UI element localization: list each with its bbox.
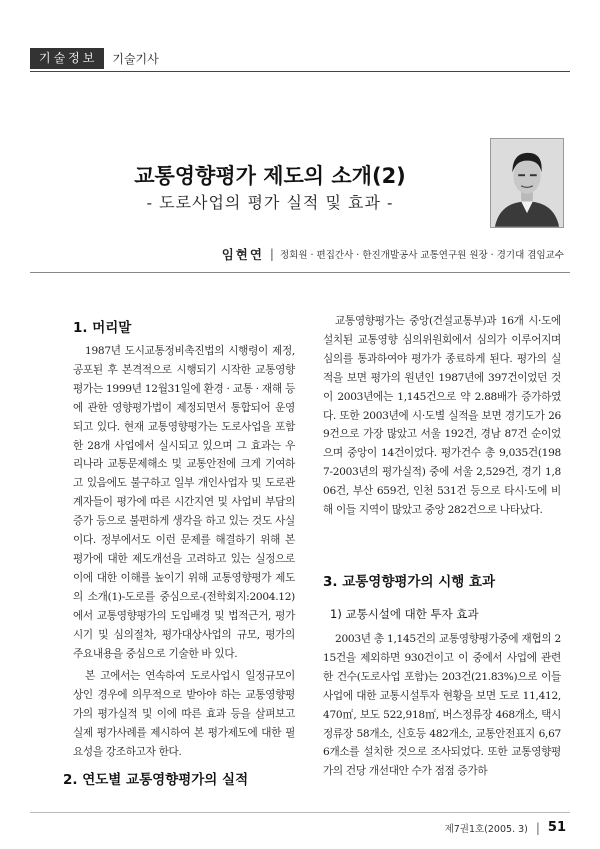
section-heading-3: 3. 교통영향평가의 시행 효과 [323,574,496,590]
top-divider [30,71,570,72]
right-column-top [323,312,561,524]
paragraph: 1987년 도시교통정비촉진법의 시행령이 제정, 공포된 후 본격적으로 시행되기 시작한 교통영향평가는 1999년 12월31일에 환경 · 교통 · 재해 등에 관한 영향평가법이 제정되면서 통합되어 운영되고 있다. 현재 교통영향평가는 도로사업을 포함한 28개 사업에서 실시되고 있으며 그 효과는 우리나라 교통문제해소 및 교통안전에 크게 기여하고 있음에도 불구하고 일부 개인사업자 및 도로관계자들이 평가에 따른 시간지연 및 사업비 부담의 증가 등으로 불편하게 생각을 하고 있는 것도 사실이다. 정부에서도 이런 문제를 해결하기 위해 본 평가에 대한 제도개선을 고려하고 있는 실정으로 이에 대한 이해를 높이기 위해 교통영향평가 제도의 소개(1)-도로를 중심으로-(전학회지:2004.12)에서 교통영향평가의 도입배경 및 법적근거, 평가시기 및 심의절차, 평가대상사업의 규모, 평가의 주요내용을 중심으로 기술한 바 있다. [73,345,295,660]
header-divider [30,272,570,273]
author-photo [490,138,564,228]
author-affiliation: 정회원 · 편집간사 · 한진개발공사 교통연구원 원장 · 경기대 겸임교수 [279,250,564,261]
paragraph: 본 고에서는 연속하여 도로사업시 일정규모이상인 경우에 의무적으로 받아야 하는 교통영향평가의 평가실적 및 이에 따른 효과 등을 살펴보고 실제 평가사례를 제시하여 본 평가제도에 대한 필요성을 강조하고자 한다. [73,670,295,759]
page-number: 51 [547,820,566,835]
issue-info: 제7권1호(2005. 3) [444,823,528,835]
article-subtitle: - 도로사업의 평가 실적 및 효과 - [146,193,394,212]
paragraph: 교통영향평가는 중앙(건설교통부)과 16개 시·도에 설치된 교통영향 심의위원회에서 심의가 이루어지며 심의를 통과하여야 평가가 종료하게 된다. 평가의 실적을 보면 평가의 원년인 1987년에 397건이었던 것이 2003년에는 1,145건으로 약 2.88배가 증가하였다. 또한 2003년에 시·도별 실적을 보면 경기도가 269건으로 가장 많았고 서울 192건, 경남 87건 순이었으며 중앙이 14건이었다. 평가건수 총 9,035건(1987-2003년의 평가실적) 중에 서울 2,529건, 경기 1,806건, 부산 659건, 인천 531건 등으로 타시·도에 비해 이들 지역이 많았고 중앙 282건으로 나타났다. [323,315,561,517]
author-line [222,245,564,263]
article-title: 교통영향평가 제도의 소개(2) [134,164,406,188]
subsection-heading: 1) 교통시설에 대한 투자 효과 [330,607,479,621]
section-heading-1: 1. 머리말 [73,320,132,336]
author-separator: | [269,247,274,261]
left-column [73,342,295,766]
author-name: 임현연 [221,247,264,262]
footer-divider [30,812,570,813]
section-label-dark: 기술정보 [30,48,104,69]
paragraph: 2003년 총 1,145건의 교통영향평가중에 재협의 215건을 제외하면 930건이고 이 중에서 사업에 관련한 건수(도로사업 포함)는 203건(21.83%)으로 이들 사업에 대한 교통시설투자 현황을 보면 도로 11,412,470㎡, 보도 522,918㎡, 버스정류장 468개소, 택시정류장 58개소, 신호등 482개소, 교통안전표지 6,676개소를 설치한 것으로 조사되었다. 또한 교통영향평가의 건당 개선대안 수가 점점 증가하 [323,633,561,778]
right-column-bottom [323,630,561,785]
section-label-light: 기술기사 [112,52,159,66]
section-tag [30,48,159,69]
page-footer [445,820,566,835]
section-heading-2: 2. 연도별 교통영향평가의 실적 [63,772,249,788]
portrait-image [491,139,563,227]
footer-separator: | [535,820,540,835]
